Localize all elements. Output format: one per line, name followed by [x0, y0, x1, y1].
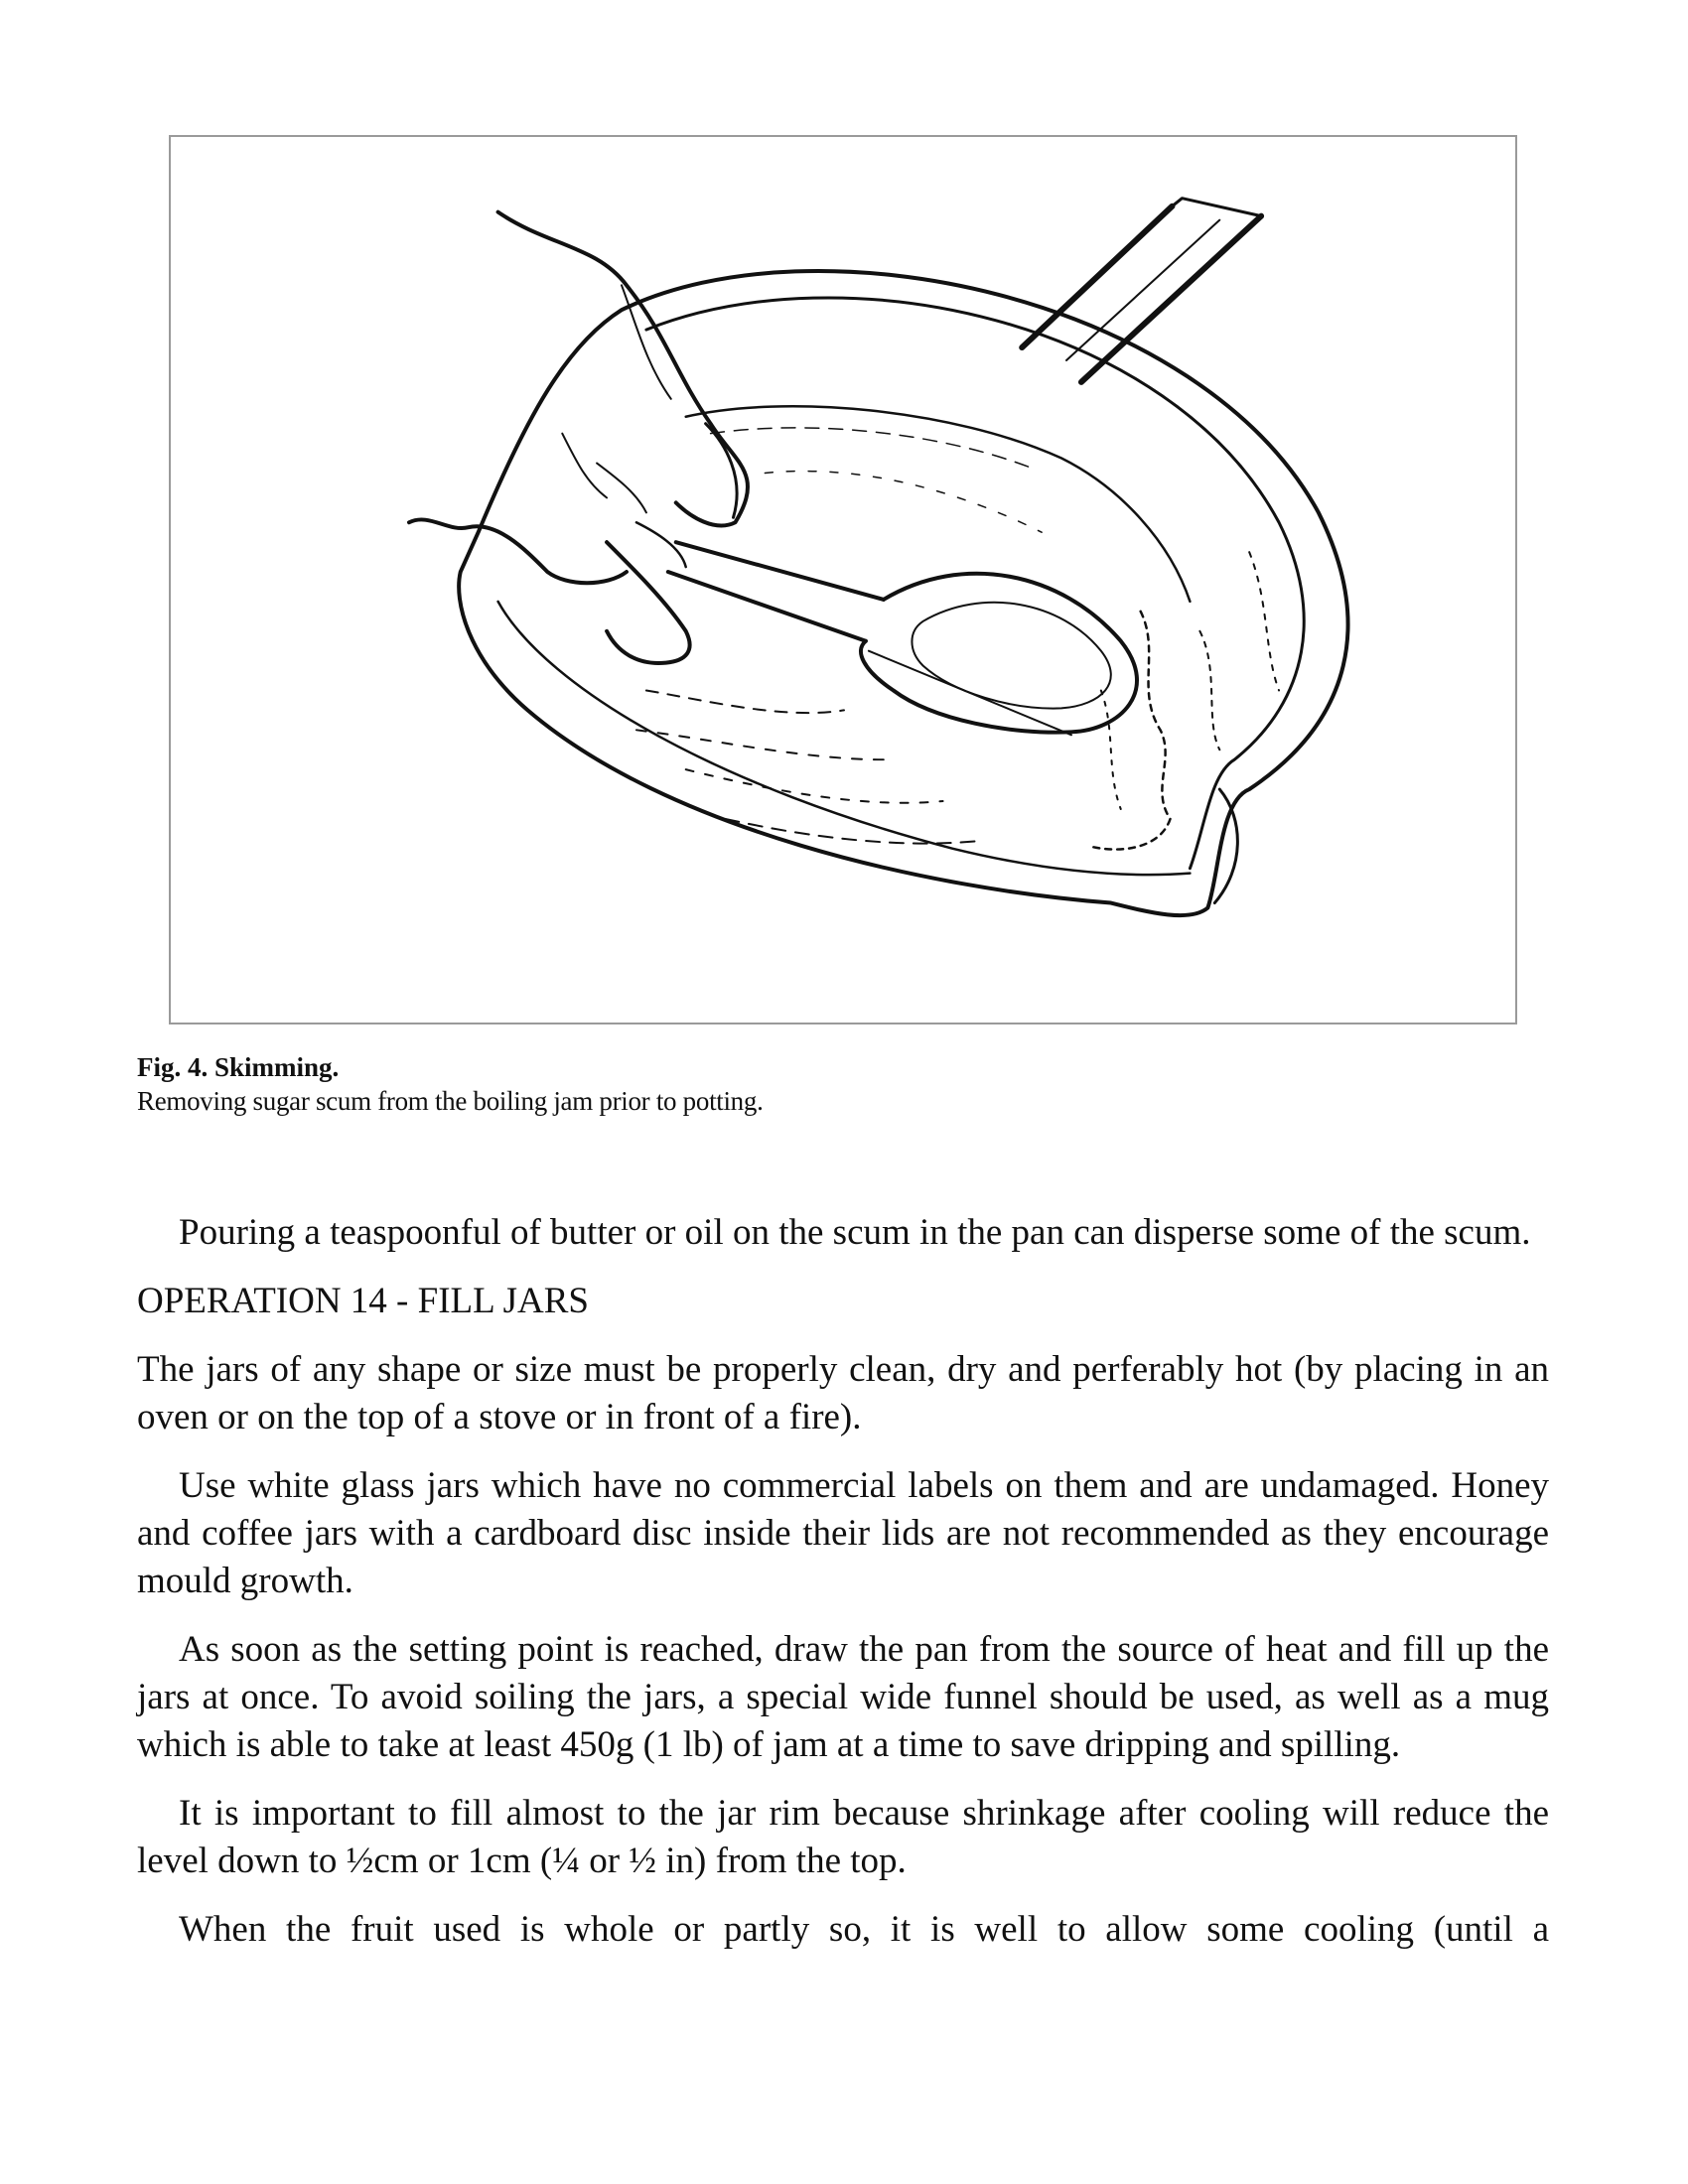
- paragraph: As soon as the setting point is reached, draw the pan from the source of heat and fill up the jars at once. To avoid soiling the jars, a special wide funnel should be used, as well as a mug which is able to take at least 450g (1 lb) of jam at a time to save dripping and spilling.: [137, 1629, 1549, 1765]
- paragraph: Use white glass jars which have no commercial labels on them and are undamaged. Honey and coffee jars with a cardboard disc inside their lids are not recommended as they encourage mould growth.: [137, 1465, 1549, 1601]
- figure-frame: [169, 135, 1517, 1024]
- caption-text: Removing sugar scum from the boiling jam prior to potting.: [137, 1086, 764, 1116]
- paragraph: The jars of any shape or size must be properly clean, dry and perferably hot (by placing in an oven or on the top of a stove or in front of a fire).: [137, 1349, 1549, 1437]
- body-text: [137, 1209, 1549, 1975]
- caption-title: Fig. 4. Skimming.: [137, 1052, 340, 1082]
- paragraph: Pouring a teaspoonful of butter or oil on the scum in the pan can disperse some of the scum.: [179, 1212, 1531, 1253]
- pan-handle: [1022, 199, 1261, 382]
- pan-body: [459, 271, 1347, 915]
- paragraph: When the fruit used is whole or partly so, it is well to allow some cooling (until a: [179, 1909, 1549, 1950]
- section-heading: OPERATION 14 - FILL JARS: [137, 1281, 589, 1321]
- paragraph: It is important to fill almost to the jar rim because shrinkage after cooling will reduce the level down to ½cm or 1cm (¼ or ½ in) from the top.: [137, 1793, 1549, 1881]
- figure-caption: [137, 1050, 1547, 1118]
- skimming-illustration: [171, 137, 1515, 1023]
